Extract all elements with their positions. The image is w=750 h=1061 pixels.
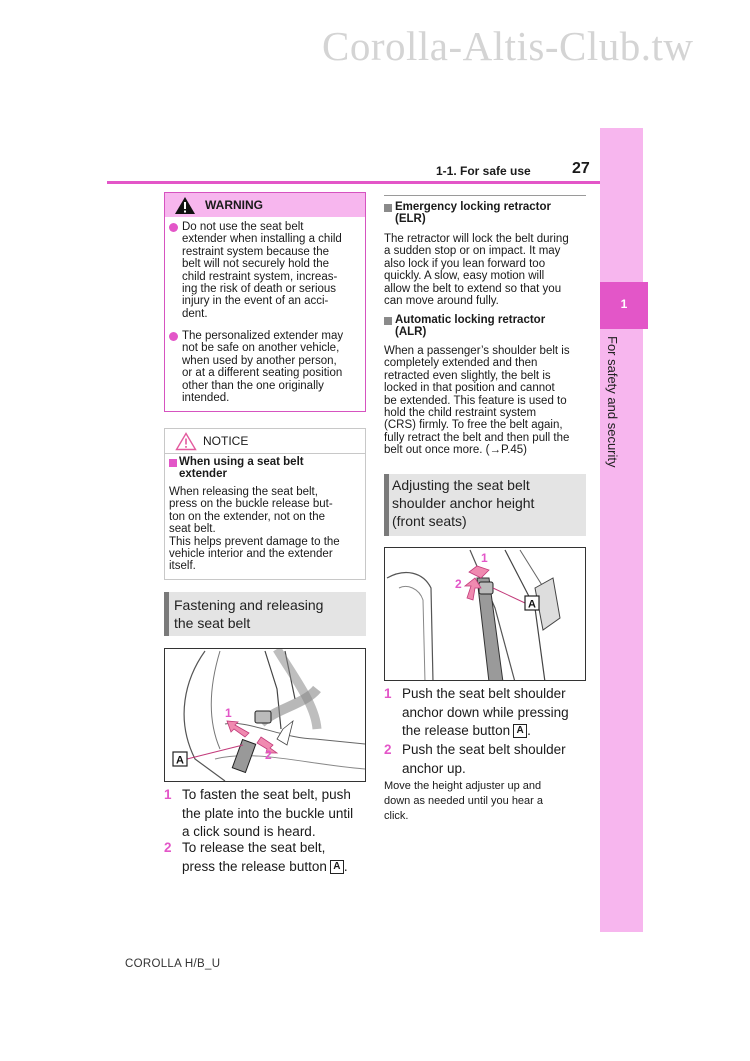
warning-box: WARNING Do not use the seat belt extender when installing a child restraint system because the belt will not securely hold the child restraint system, increas- ing the risk of death or serious injury in the event of an acci- dent. The personalized extender may not be safe on another vehicle, when used by another person, or at a different seating position other than the one originally intended.: [164, 192, 366, 412]
bullet-icon: [169, 332, 178, 341]
alr-heading: Automatic locking retractor (ALR): [395, 314, 546, 339]
warning-header: [165, 193, 365, 217]
release-button-icon: A: [330, 860, 344, 874]
figure-step-label: 1: [225, 706, 232, 720]
square-bullet-icon: [169, 459, 177, 467]
watermark: Corolla-Altis-Club.tw: [322, 23, 694, 69]
column-rule: [384, 195, 586, 196]
warning-title: WARNING: [205, 198, 263, 212]
bullet-icon: [169, 223, 178, 232]
adjusting-heading: Adjusting the seat belt shoulder anchor height (front seats): [384, 474, 586, 536]
section-header: 1-1. For safe use: [436, 164, 531, 178]
square-bullet-icon: [384, 317, 392, 325]
side-tab-strip: [600, 128, 643, 932]
figure-step-label: 2: [265, 748, 272, 762]
notice-header: [165, 429, 365, 454]
chapter-tab[interactable]: 1: [600, 282, 648, 329]
release-button-icon: A: [513, 724, 527, 738]
footer-model: COROLLA H/B_U: [125, 958, 221, 970]
alr-body: When a passenger’s shoulder belt is completely extended and then retracted even slightly, the belt is locked in that position and cannot be extended. This feature is used to hold the child restraint system (CRS) firmly. To free the belt again, fully retract the belt and then pull the belt out once more. (→P.45): [384, 345, 570, 457]
elr-body: The retractor will lock the belt during a sudden stop or on impact. It may also lock if you lean forward too quickly. A slow, easy motion will allow the belt to extend so that you can move around fully.: [384, 233, 569, 308]
header-rule: [107, 181, 600, 184]
warning-icon: [174, 196, 196, 215]
notice-subheading: When using a seat belt extender: [179, 456, 304, 481]
fastening-heading: Fastening and releasing the seat belt: [164, 592, 366, 636]
figure-callout: A: [528, 598, 536, 611]
figure-callout: A: [176, 754, 184, 767]
fastening-illustration: [164, 648, 366, 782]
chapter-title-vertical: For safety and security: [605, 336, 620, 468]
elr-heading: Emergency locking retractor (ELR): [395, 201, 551, 226]
seat-buckle-drawing: [165, 649, 366, 782]
notice-body: When releasing the seat belt, press on the buckle release but- ton on the extender, not on the seat belt. This helps prevent damage to the vehicle interior and the extender itself.: [169, 486, 340, 573]
notice-title: NOTICE: [203, 434, 249, 448]
square-bullet-icon: [384, 204, 392, 212]
adjusting-note: Move the height adjuster up and down as needed until you hear a click.: [384, 780, 544, 822]
notice-box: [164, 428, 366, 580]
page-number: 27: [572, 160, 590, 177]
figure-step-label: 1: [481, 551, 488, 565]
anchor-illustration: [384, 547, 586, 681]
figure-step-label: 2: [455, 577, 462, 591]
notice-icon: [175, 432, 197, 451]
shoulder-anchor-drawing: [385, 548, 586, 681]
